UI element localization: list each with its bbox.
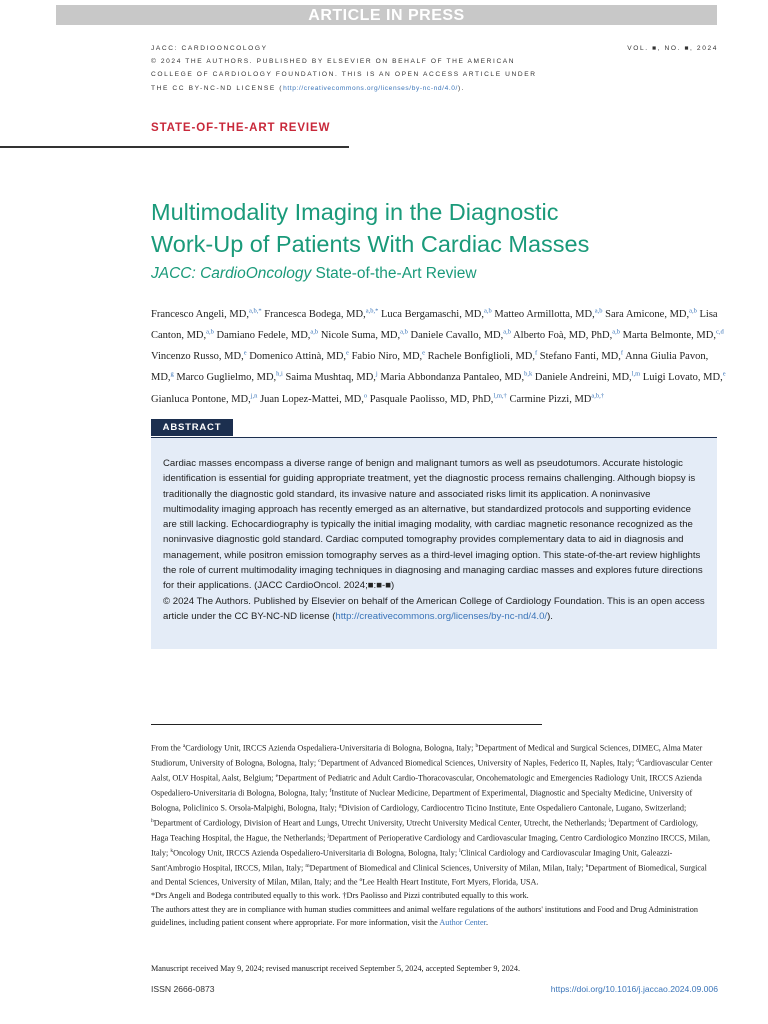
affiliation-marker: l (459, 847, 461, 854)
affiliation-text: Department of Biomedical and Clinical Sciences, University of Milan, Milan, Italy; (309, 863, 586, 873)
author-center-link[interactable]: Author Center (439, 917, 486, 927)
author-entry (380, 372, 532, 383)
license-prefix: THE CC BY-NC-ND LICENSE ( (151, 84, 284, 92)
author-entry (643, 372, 726, 383)
abstract-text: Cardiac masses encompass a diverse range of benign and malignant tumors as well as pseudotumors. Accurate histologic identification is essential for guiding appropriate treatment, yet the diagnostic process remains challenging. Although biopsy is traditionally the diagnostic gold standard, its invasive nature and associated risks limit its application. A noninvasive multimodality imaging approach has recently emerged as an alternative, but standardized protocols and supporting evidence are still lacking. Echocardiography is typically the initial imaging modality, with cardiac magnetic resonance recognized as the noninvasive diagnostic gold standard. Cardiac computed tomography provides complementary data to aid in diagnosis and management, while positron emission tomography serves as a third-level imaging option. This state-of-the-art review highlights the role of current multimodality imaging techniques in diagnosing and managing cardiac masses and explores future directions for their applications. (JACC CardioOncol. 2024;■:■-■) (163, 458, 703, 592)
author-entry (176, 372, 282, 383)
section-label: STATE-OF-THE-ART REVIEW (151, 122, 331, 134)
copyright-line-2: COLLEGE OF CARDIOLOGY FOUNDATION. THIS IS AN OPEN ACCESS ARTICLE UNDER (151, 71, 537, 79)
title-line-1: Multimodality Imaging in the Diagnostic (151, 199, 559, 225)
author-name: Fabio Niro, MD, (351, 351, 423, 363)
author-name: Matteo Armillotta, MD, (494, 308, 595, 320)
author-affiliation-marker: a,b (400, 328, 408, 336)
author-entry (151, 351, 247, 362)
author-name: Maria Abbondanza Pantaleo, MD, (380, 372, 525, 384)
author-name: Juan Lopez-Mattei, MD, (260, 393, 364, 405)
author-affiliation-marker: a,b (310, 328, 319, 336)
author-notes: *Drs Angeli and Bodega contributed equally to this work. †Drs Paolisso and Pizzi contributed equally to this work. (151, 891, 529, 901)
affiliation-marker: i (608, 817, 610, 824)
author-name: Lisa Canton, MD, (151, 308, 718, 341)
author-name: Sara Amicone, MD, (605, 308, 690, 320)
author-entry (605, 309, 697, 320)
author-affiliation-marker: h,i (276, 370, 283, 378)
affiliation-marker: j (327, 832, 329, 839)
author-entry (428, 351, 538, 362)
author-name: Gianluca Pontone, MD, (151, 393, 251, 405)
author-affiliation-marker: l,m (631, 370, 641, 378)
affiliation-text: Division of Cardiology, Cardiocentro Ticino Institute, Ente Ospedaliero Cantonale, Lugano, Switzerland; (341, 803, 687, 813)
author-affiliation-marker: a,b (689, 307, 697, 314)
attestation-end: . (485, 917, 488, 927)
journal-name: JACC: CARDIOONCOLOGY (151, 45, 268, 52)
affiliation-marker: d (636, 757, 639, 764)
affiliation-marker: a (182, 743, 186, 749)
license-suffix: ). (458, 84, 466, 92)
author-entry (249, 351, 349, 362)
author-affiliation-marker: a,b (612, 328, 621, 336)
author-affiliation-marker: a,b,† (591, 392, 605, 400)
manuscript-dates: Manuscript received May 9, 2024; revised manuscript received September 5, 2024, accepted September 9, 2024. (151, 964, 521, 973)
author-name: Rachele Bonfiglioli, MD, (427, 351, 535, 363)
abstract-copyright: © 2024 The Authors. Published by Elsevier on behalf of the American College of Cardiology Foundation. This is an open access article under the CC BY-NC-ND license ( (163, 595, 705, 622)
author-affiliation-marker: o (363, 392, 368, 400)
author-affiliation-marker: j,n (250, 392, 258, 400)
affiliation-text: Lee Health Heart Institute, Fort Myers, Florida, USA. (362, 878, 539, 888)
author-entry (381, 309, 492, 320)
author-entry (151, 394, 257, 405)
author-entry (411, 330, 512, 341)
author-affiliation-marker: g (170, 370, 174, 378)
author-entry (540, 351, 623, 362)
author-entry (513, 330, 620, 341)
affiliation-marker: k (170, 847, 174, 854)
article-in-press-banner: ARTICLE IN PRESS (56, 5, 717, 25)
author-name: Francesco Angeli, MD, (151, 308, 249, 320)
affiliations-block (151, 740, 717, 929)
footnote-divider (151, 724, 542, 725)
affiliation-marker: b (475, 743, 479, 749)
abstract-license-link[interactable]: http://creativecommons.org/licenses/by-nc-nd/4.0/ (335, 610, 548, 622)
author-entry (370, 394, 507, 405)
article-title (151, 196, 731, 260)
author-name: Domenico Attinà, MD, (249, 351, 347, 363)
author-entry (535, 372, 640, 383)
title-line-2: Work-Up of Patients With Cardiac Masses (151, 231, 590, 257)
affiliation-text: Department of Cardiology, Division of Heart and Lungs, Utrecht University, Utrecht University Medical Center, Utrecht, the Netherlands; (153, 818, 609, 828)
affiliation-text: Department of Medical and Surgical Sciences, DIMEC, Alma Mater Studiorum, University of Bologna, Bologna, Italy; (151, 743, 703, 768)
subtitle-rest: State-of-the-Art Review (311, 265, 477, 282)
subtitle-journal: JACC: CardioOncology (151, 265, 312, 282)
author-entry (260, 394, 367, 405)
affiliation-text: Department of Pediatric and Adult Cardio-Thoracovascular, Oncohematologic and Emergencies Radiology Unit, IRCCS Azienda Ospedaliero-Universitaria di Bologna, Bologna, Italy; (151, 773, 702, 798)
abstract-copyright-end: ). (547, 610, 553, 622)
section-divider (0, 146, 349, 148)
abstract-body (163, 456, 705, 624)
author-name: Luca Bergamaschi, MD, (380, 308, 485, 320)
author-affiliation-marker: a,b (484, 307, 492, 314)
author-name: Damiano Fedele, MD, (216, 329, 311, 341)
author-name: Marta Belmonte, MD, (622, 329, 716, 341)
author-entry (509, 394, 604, 405)
author-affiliation-marker: e (243, 349, 247, 357)
affiliation-marker: e (275, 772, 279, 779)
author-name: Vincenzo Russo, MD, (151, 351, 244, 363)
author-name: Francesca Bodega, MD, (264, 308, 366, 320)
author-affiliation-marker: e (346, 349, 349, 357)
author-entry (623, 330, 724, 341)
affiliation-marker: g (338, 802, 342, 809)
author-affiliation-marker: f (620, 349, 624, 357)
issn: ISSN 2666-0873 (151, 984, 215, 994)
author-name: Luigi Lovato, MD, (642, 372, 723, 384)
author-affiliation-marker: a,b,* (248, 307, 262, 314)
author-name: Nicole Suma, MD, (320, 329, 401, 341)
author-entry (494, 309, 602, 320)
author-entry (151, 309, 262, 320)
author-affiliation-marker: a,b (206, 328, 214, 336)
volume-info: VOL. ■, NO. ■, 2024 (627, 45, 718, 52)
affiliation-text: Department of Advanced Biomedical Sciences, University of Naples, Federico II, Naples, Italy; (320, 758, 637, 768)
author-name: Alberto Foà, MD, PhD, (513, 329, 613, 341)
affiliation-text: Department of Perioperative Cardiology and Cardiovascular Imaging, Centro Cardiologico Monzino IRCCS, Milan, Italy; (151, 833, 711, 858)
author-name: Anna Giulia Pavon, MD, (151, 351, 709, 384)
author-entry (321, 330, 408, 341)
author-entry (352, 351, 425, 362)
author-affiliation-marker: e (422, 349, 426, 357)
author-affiliation-marker: f (535, 349, 538, 357)
affiliations-list (151, 740, 717, 889)
affiliation-text: Cardiovascular Center Aalst, OLV Hospital, Aalst, Belgium; (151, 758, 713, 783)
affiliation-text: Department of Biomedical, Surgical and Dental Sciences, University of Milan, Milan, Italy; and the (151, 863, 707, 888)
affiliation-marker: f (329, 787, 332, 794)
affiliation-text: Department of Cardiology, Haga Teaching Hospital, the Hague, the Netherlands; (151, 818, 698, 843)
affiliation-marker: m (305, 862, 310, 869)
journal-header (151, 42, 571, 95)
author-affiliation-marker: a,b (594, 307, 603, 314)
attestation (151, 903, 717, 929)
affiliation-marker: n (585, 862, 589, 869)
author-affiliation-marker: a,b,* (365, 307, 379, 314)
copyright-line-1: © 2024 THE AUTHORS. PUBLISHED BY ELSEVIER ON BEHALF OF THE AMERICAN (151, 58, 516, 66)
author-name: Daniele Andreini, MD, (534, 372, 632, 384)
affiliation-marker: c (318, 757, 321, 764)
affiliation-marker: o (359, 877, 363, 884)
license-link[interactable]: http://creativecommons.org/licenses/by-nc-nd/4.0/ (283, 84, 458, 92)
abstract-heading: ABSTRACT (151, 419, 233, 436)
attestation-text: The authors attest they are in compliance with human studies committees and animal welfare regulations of the authors' institutions and Food and Drug Administration guidelines, including patient consent where appropriate. For more information, visit the (151, 904, 698, 927)
affiliation-text: Cardiology Unit, IRCCS Azienda Ospedaliera-Universitaria di Bologna, Bologna, Italy; (185, 743, 476, 753)
author-name: Stefano Fanti, MD, (539, 351, 621, 363)
article-subtitle (151, 265, 477, 283)
author-affiliation-marker: l,m,† (493, 392, 507, 400)
affiliation-text: Clinical Cardiology and Cardiovascular Imaging Unit, Galeazzi-Sant'Ambrogio Hospital, IRCCS, Milan, Italy; (151, 848, 673, 873)
author-name: Carmine Pizzi, MD (509, 393, 592, 405)
author-affiliation-marker: b,k (524, 370, 533, 378)
author-affiliation-marker: j (375, 370, 378, 378)
author-affiliation-marker: c,d (715, 328, 724, 336)
author-affiliation-marker: e (722, 370, 726, 378)
author-list (151, 302, 731, 408)
author-entry (264, 309, 378, 320)
affiliation-marker: h (151, 817, 154, 824)
author-entry (285, 372, 377, 383)
abstract-panel (151, 437, 717, 649)
author-affiliation-marker: a,b (503, 328, 512, 336)
author-name: Marco Guglielmo, MD, (176, 372, 277, 384)
author-name: Saima Mushtaq, MD, (285, 372, 376, 384)
author-name: Daniele Cavallo, MD, (410, 329, 504, 341)
author-name: Pasquale Paolisso, MD, PhD, (369, 393, 494, 405)
affiliations-prefix: From the (151, 743, 183, 753)
doi-link[interactable]: https://doi.org/10.1016/j.jaccao.2024.09.006 (550, 984, 718, 994)
author-entry (217, 330, 319, 341)
affiliation-text: Institute of Nuclear Medicine, Department of Experimental, Diagnostic and Specialty Medicine, University of Bologna, Policlinico S. Orsola-Malpighi, Bologna, Italy; (151, 788, 693, 813)
copyright-line-3 (151, 82, 571, 95)
affiliation-text: Oncology Unit, IRCCS Azienda Ospedaliero-Universitaria di Bologna, Bologna, Italy; (173, 848, 460, 858)
